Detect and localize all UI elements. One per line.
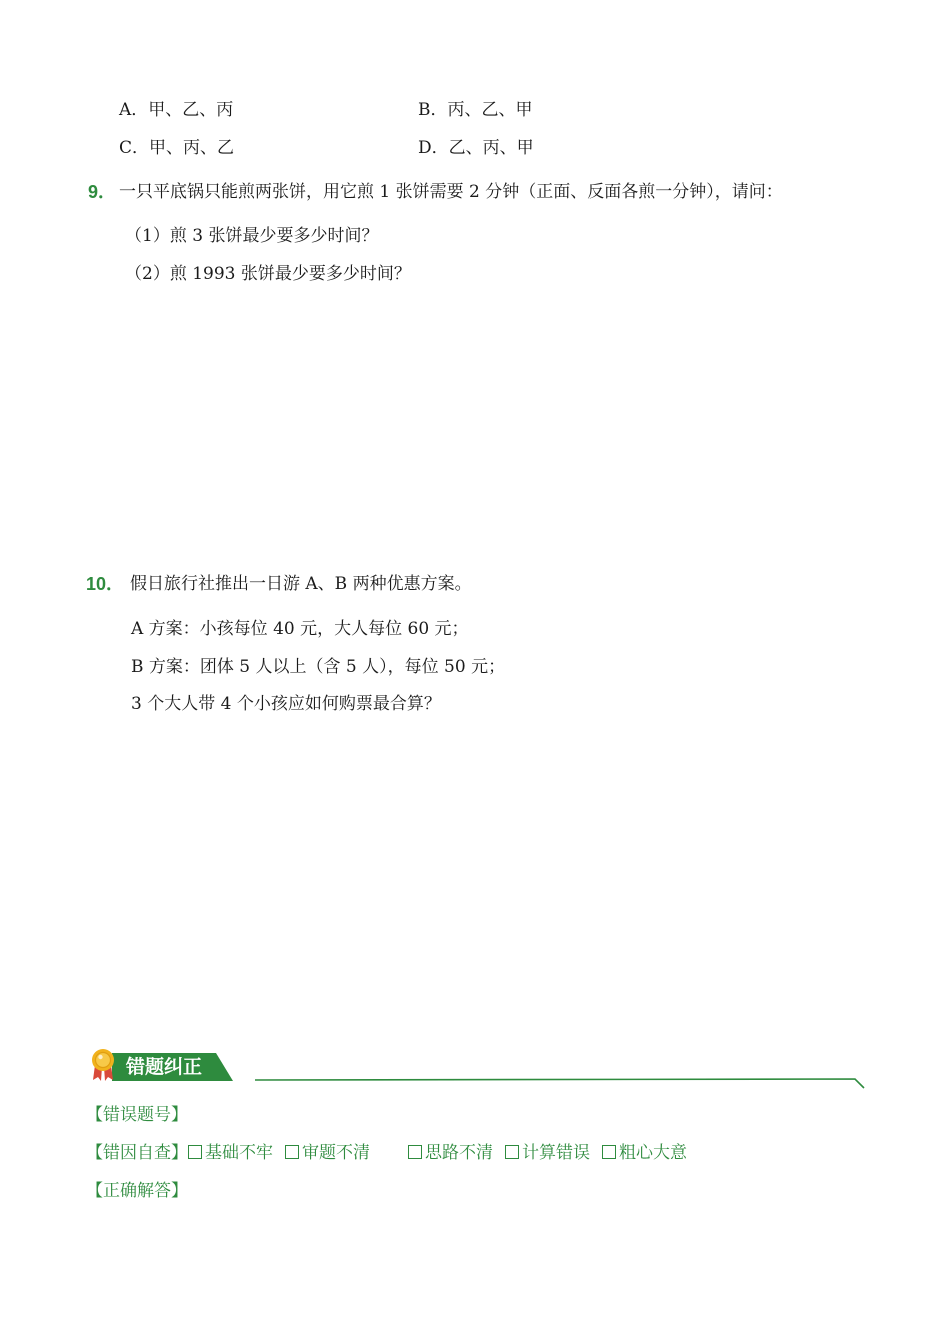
cause-option-1[interactable]: 基础不牢 (188, 1142, 273, 1164)
cause-option-5[interactable]: 粗心大意 (602, 1142, 687, 1164)
option-c: C．甲、丙、乙 (119, 138, 235, 158)
checkbox-icon[interactable] (505, 1145, 519, 1159)
error-cause-row (86, 1142, 699, 1164)
checkbox-icon[interactable] (602, 1145, 616, 1159)
question-10-stem: 假日旅行社推出一日游 A、B 两种优惠方案。 (130, 574, 472, 594)
cause-option-2[interactable]: 审题不清 (285, 1142, 370, 1164)
question-9-stem: 一只平底锅只能煎两张饼，用它煎 1 张饼需要 2 分钟（正面、反面各煎一分钟），请问： (119, 182, 783, 202)
question-10-plan-a: A 方案：小孩每位 40 元，大人每位 60 元； (131, 619, 469, 639)
option-a: A．甲、乙、丙 (119, 100, 234, 120)
option-d: D．乙、丙、甲 (418, 138, 534, 158)
error-cause-label: 【错因自查】 (86, 1143, 188, 1163)
checkbox-icon[interactable] (408, 1145, 422, 1159)
checkbox-icon[interactable] (285, 1145, 299, 1159)
cause-option-3[interactable]: 思路不清 (408, 1142, 493, 1164)
section-title: 错题纠正 (126, 1056, 203, 1078)
question-10-question: 3 个大人带 4 个小孩应如何购票最合算？ (131, 694, 441, 714)
wrong-number-label: 【错误题号】 (86, 1105, 188, 1125)
question-9-sub1: （1）煎 3 张饼最少要多少时间？ (125, 226, 379, 246)
option-b: B．丙、乙、甲 (418, 100, 533, 120)
question-9-sub2: （2）煎 1993 张饼最少要多少时间？ (125, 264, 411, 284)
cause-option-4[interactable]: 计算错误 (505, 1142, 590, 1164)
question-9-number: 9． (88, 182, 117, 202)
section-divider (255, 1076, 867, 1092)
question-10-plan-b: B 方案：团体 5 人以上（含 5 人），每位 50 元； (131, 657, 506, 677)
question-10-number: 10． (86, 574, 125, 594)
correct-answer-label: 【正确解答】 (86, 1181, 188, 1201)
checkbox-icon[interactable] (188, 1145, 202, 1159)
medal-icon (88, 1047, 118, 1083)
